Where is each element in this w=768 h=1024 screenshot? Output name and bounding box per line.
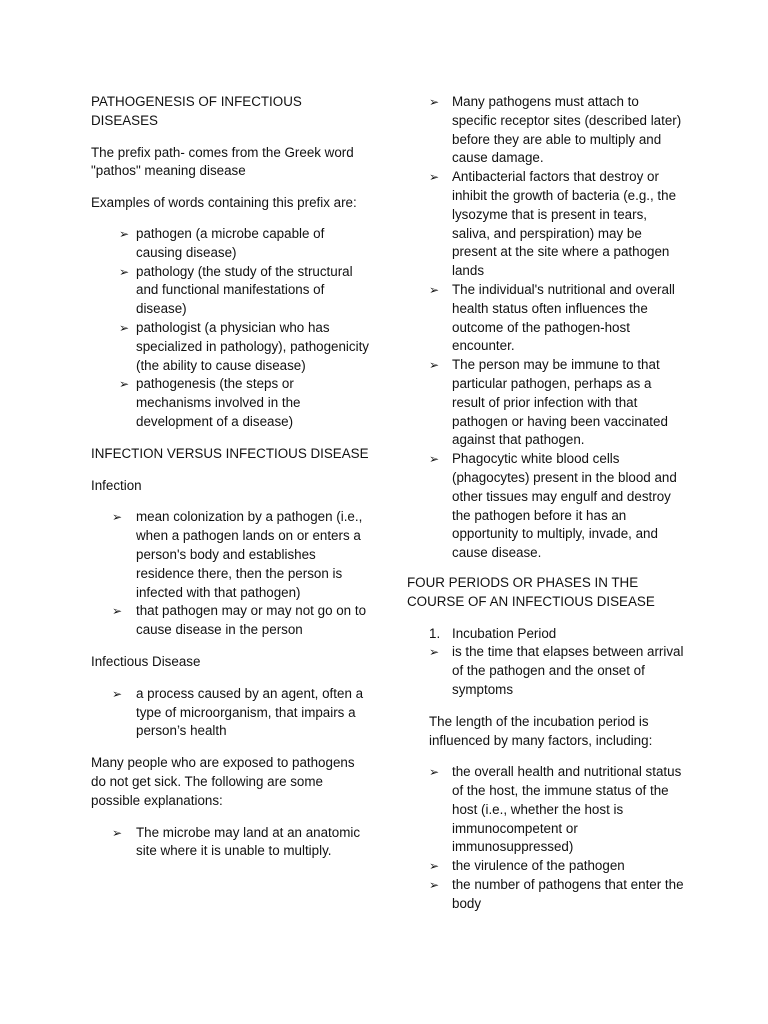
arrow-bullet-icon: ➢ [429, 170, 440, 185]
list-item: ➢ The individual's nutritional and overall health status often influences the outcome of the pathogen-host encounter. [429, 281, 675, 354]
examples-label: Examples of words containing this prefix are: [91, 195, 357, 211]
arrow-bullet-icon: ➢ [429, 95, 440, 109]
prefix-intro: The prefix path- comes from the Greek word "pathos" meaning disease [91, 144, 354, 179]
section-heading-infection-vs-disease: INFECTION VERSUS INFECTIOUS DISEASE [91, 445, 369, 461]
incubation-list [407, 643, 687, 699]
list-item: ➢ The microbe may land at an anatomic site where it is unable to multiply. [112, 824, 361, 859]
arrow-bullet-icon: ➢ [429, 645, 440, 660]
right-column [407, 93, 687, 927]
list-item: ➢ is the time that elapses between arrival of the pathogen and the onset of symptoms [429, 644, 684, 697]
explanations-intro: Many people who are exposed to pathogens do not get sick. The following are some possible explanations: [91, 755, 355, 808]
list-item: ➢ a process caused by an agent, often a type of microorganism, that impairs a person’s health [112, 685, 364, 739]
arrow-bullet-icon: ➢ [429, 859, 440, 874]
arrow-bullet-icon: ➢ [429, 282, 440, 297]
examples-list [91, 225, 369, 432]
list-item: ➢ pathogen (a microbe capable of causing disease) [119, 225, 325, 260]
arrow-bullet-icon: ➢ [429, 358, 440, 373]
arrow-bullet-icon: ➢ [119, 320, 130, 335]
explanations-list [91, 824, 369, 862]
list-item: ➢ that pathogen may or may not go on to cause disease in the person [112, 603, 367, 638]
list-item: ➢ the overall health and nutritional status of the host, the immune status of the host (i.e., whether the host is immunocompetent or immunosuppressed) [429, 764, 682, 855]
periods-list [407, 625, 687, 644]
arrow-bullet-icon: ➢ [112, 510, 123, 525]
period-name: Incubation Period [452, 625, 557, 641]
list-item: ➢ mean colonization by a pathogen (i.e., when a pathogen lands on or enters a person's body and establishes residence there, then the person is infected with that pathogen) [112, 509, 363, 600]
list-item: ➢ the number of pathogens that enter the body [429, 877, 684, 911]
arrow-bullet-icon: ➢ [119, 377, 130, 392]
period-number: 1. [429, 625, 441, 641]
arrow-bullet-icon: ➢ [112, 825, 123, 840]
list-item: ➢ Many pathogens must attach to specific receptor sites (described later) before they are able to multiply and cause damage. [429, 94, 682, 166]
list-item: ➢ The person may be immune to that particular pathogen, perhaps as a result of prior infection with that pathogen or having been vaccinated against that pathogen. [429, 357, 668, 448]
left-column [91, 93, 369, 874]
arrow-bullet-icon: ➢ [429, 878, 440, 893]
list-item: ➢ pathologist (a physician who has specialized in pathology), pathogenicity (the ability to cause disease) [119, 319, 369, 373]
infection-list [91, 508, 369, 640]
infectious-disease-label: Infectious Disease [91, 653, 201, 669]
arrow-bullet-icon: ➢ [112, 686, 123, 701]
explanations-list-continued [407, 93, 687, 563]
document-title: PATHOGENESIS OF INFECTIOUS DISEASES [91, 94, 302, 128]
incubation-length-text: The length of the incubation period is influenced by many factors, including: [429, 713, 653, 748]
factors-list [407, 763, 687, 913]
infectious-disease-list [91, 685, 369, 741]
arrow-bullet-icon: ➢ [119, 226, 130, 241]
list-item [407, 625, 687, 644]
infection-label: Infection [91, 477, 142, 493]
list-item: ➢ Phagocytic white blood cells (phagocytes) present in the blood and other tissues may engulf and destroy the pathogen before it has an opportunity to multiply, invade, and cause disease. [429, 451, 677, 561]
arrow-bullet-icon: ➢ [119, 264, 130, 279]
arrow-bullet-icon: ➢ [429, 452, 440, 467]
list-item: ➢ Antibacterial factors that destroy or inhibit the growth of bacteria (e.g., the lysozyme that is present in tears, saliva, and perspiration) may be present at the site where a pathogen lands [429, 169, 677, 279]
arrow-bullet-icon: ➢ [429, 765, 440, 780]
list-item: ➢ pathogenesis (the steps or mechanisms involved in the development of a disease) [119, 376, 301, 429]
list-item: ➢ pathology (the study of the structural and functional manifestations of disease) [119, 263, 353, 317]
section-heading-four-periods: FOUR PERIODS OR PHASES IN THE COURSE OF AN INFECTIOUS DISEASE [407, 574, 655, 609]
arrow-bullet-icon: ➢ [112, 604, 123, 619]
list-item: ➢ the virulence of the pathogen [407, 857, 687, 876]
